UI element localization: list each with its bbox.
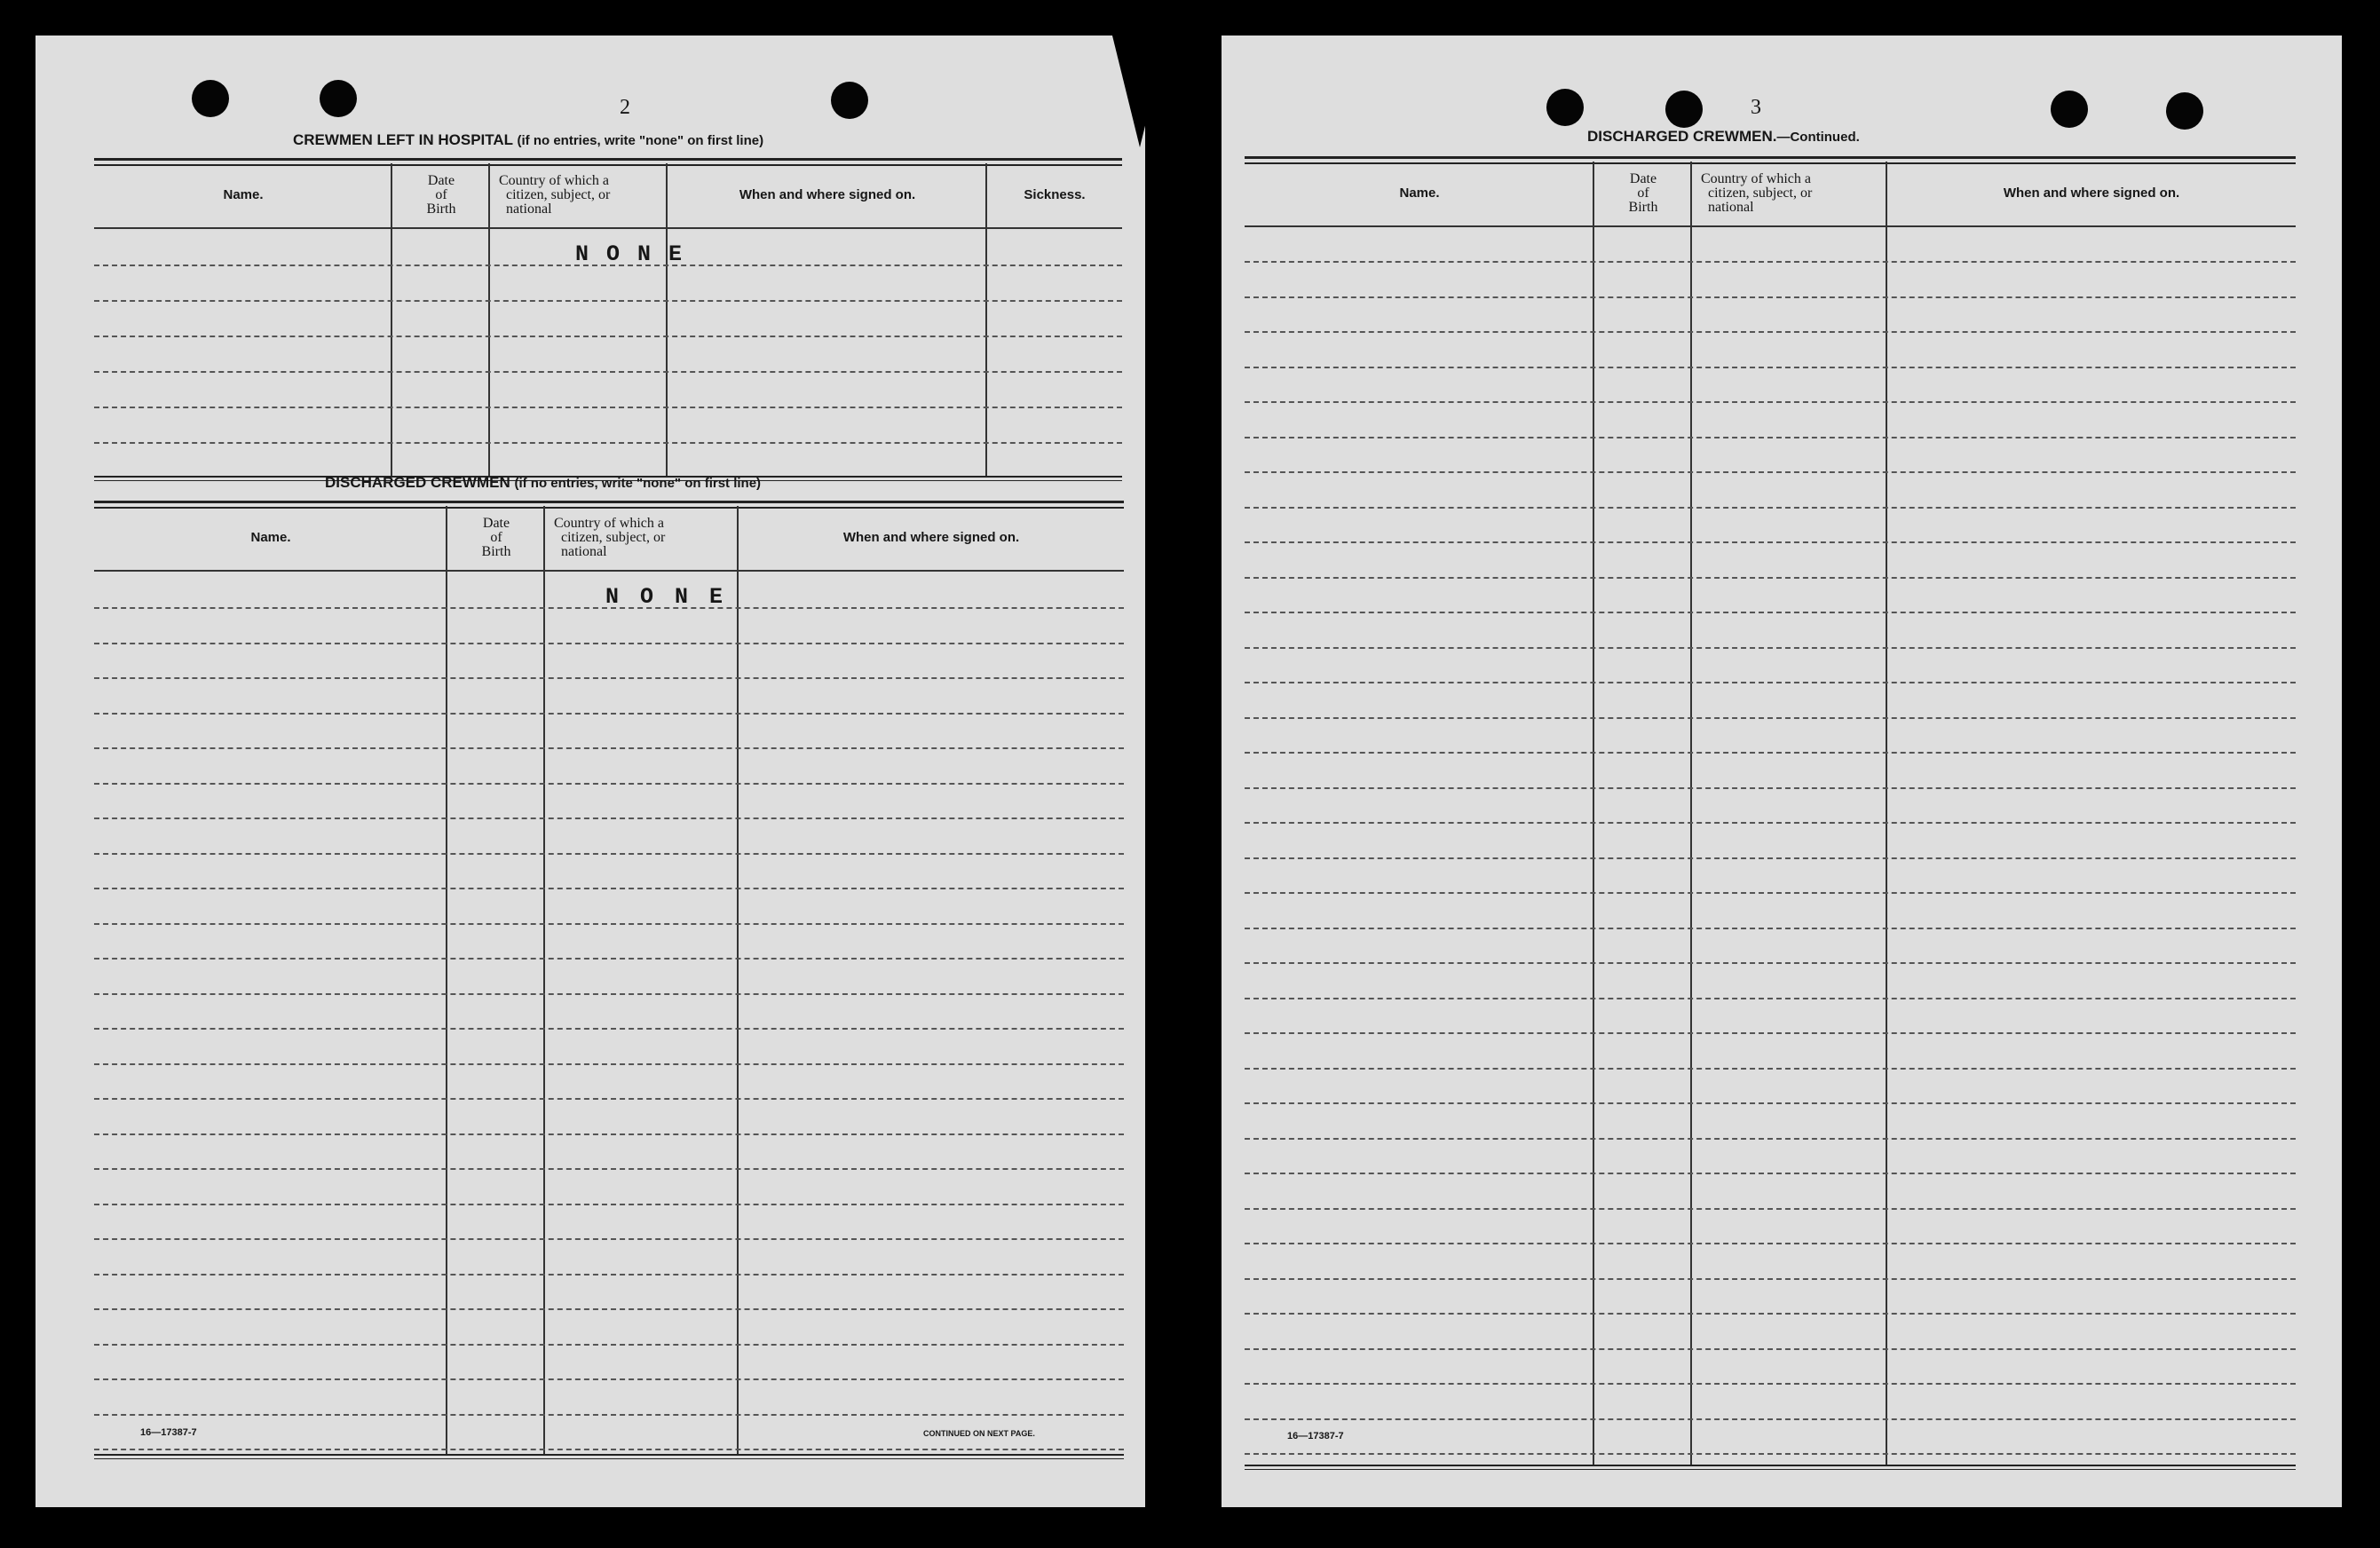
entry-line — [94, 1063, 1124, 1065]
continued-label: —Continued. — [1776, 130, 1860, 145]
entry-line — [94, 1028, 1124, 1030]
entry-line — [94, 888, 1124, 889]
entry-line — [94, 1378, 1124, 1380]
entry-line — [1245, 1173, 2296, 1174]
header-signed-on: When and where signed on. — [842, 530, 1020, 545]
entry-line — [94, 371, 1122, 373]
discharged-table — [94, 501, 1124, 1465]
header-signed-on: When and where signed on. — [2003, 186, 2180, 201]
continued-note: CONTINUED ON NEXT PAGE. — [923, 1429, 1035, 1438]
entry-line — [1245, 1278, 2296, 1280]
entry-line — [94, 853, 1124, 855]
hospital-title-text: CREWMEN LEFT IN HOSPITAL — [293, 131, 513, 148]
entry-line — [94, 300, 1122, 302]
entry-line — [94, 993, 1124, 995]
entry-line — [1245, 857, 2296, 859]
entry-line — [1245, 717, 2296, 719]
punch-hole-icon — [192, 80, 229, 117]
hospital-instruction-text: (if no entries, write "none" on first line) — [517, 133, 764, 148]
discharged-title-text: DISCHARGED CREWMEN — [325, 474, 510, 491]
entry-line — [94, 783, 1124, 785]
header-name: Name. — [250, 530, 291, 545]
form-number: 16—17387-7 — [1287, 1431, 1344, 1441]
entry-line — [1245, 1243, 2296, 1244]
column-divider — [488, 163, 490, 478]
column-divider — [985, 163, 987, 478]
entry-line — [1245, 1102, 2296, 1104]
discharged-none-entry: NONE — [605, 584, 745, 610]
continued-title-text: DISCHARGED CREWMEN. — [1587, 128, 1777, 145]
header-country: Country of which a citizen, subject, or national — [554, 516, 666, 559]
table-bottom-rule — [94, 1454, 1124, 1459]
hospital-table-header — [94, 163, 1122, 229]
header-country: Country of which a citizen, subject, or national — [1701, 171, 1813, 215]
column-divider — [1593, 162, 1594, 1466]
entry-line — [1245, 612, 2296, 613]
entry-line — [1245, 1383, 2296, 1385]
entry-line — [1245, 647, 2296, 649]
entry-line — [1245, 296, 2296, 298]
entry-line — [94, 1344, 1124, 1346]
entry-line — [1245, 998, 2296, 999]
entry-line — [1245, 367, 2296, 368]
entry-line — [1245, 331, 2296, 333]
entry-line — [1245, 1313, 2296, 1315]
entry-line — [1245, 787, 2296, 789]
left-page — [36, 36, 1145, 1507]
entry-line — [94, 1133, 1124, 1135]
header-country: Country of which a citizen, subject, or national — [499, 173, 611, 217]
entry-line — [94, 1204, 1124, 1205]
column-divider — [1690, 162, 1692, 1466]
page-number: 2 — [620, 96, 630, 119]
entry-line — [1245, 507, 2296, 509]
entry-line — [1245, 1208, 2296, 1210]
discharged-table-header — [94, 506, 1124, 572]
entry-line — [94, 643, 1124, 644]
entry-line — [94, 407, 1122, 408]
punch-hole-icon — [320, 80, 357, 117]
entry-line — [94, 817, 1124, 819]
entry-line — [1245, 437, 2296, 438]
entry-line — [1245, 1453, 2296, 1455]
entry-line — [94, 336, 1122, 337]
header-date-of-birth: Date of Birth — [481, 516, 511, 559]
entry-line — [94, 713, 1124, 715]
entry-line — [1245, 1068, 2296, 1070]
punch-hole-icon — [831, 82, 868, 119]
entry-line — [1245, 541, 2296, 543]
discharged-section-title — [325, 474, 761, 492]
table-bottom-rule — [1245, 1465, 2296, 1470]
punch-hole-icon — [1546, 89, 1584, 126]
entry-line — [1245, 401, 2296, 403]
column-divider — [666, 163, 668, 478]
continued-section-title — [1587, 128, 1860, 146]
entry-line — [1245, 1138, 2296, 1140]
entry-line — [94, 1449, 1124, 1450]
entry-line — [1245, 261, 2296, 263]
column-divider — [391, 163, 392, 478]
entry-line — [1245, 682, 2296, 683]
right-page — [1222, 36, 2342, 1507]
discharged-instruction-text: (if no entries, write "none" on first line) — [514, 476, 762, 491]
entry-line — [1245, 1348, 2296, 1350]
punch-hole-icon — [1665, 91, 1703, 128]
hospital-section-title — [293, 131, 763, 149]
column-divider — [737, 506, 739, 1456]
entry-line — [94, 677, 1124, 679]
entry-line — [94, 958, 1124, 960]
header-date-of-birth: Date of Birth — [426, 173, 456, 217]
entry-line — [1245, 822, 2296, 824]
page-tear — [1111, 32, 1168, 147]
entry-line — [94, 1238, 1124, 1240]
entry-line — [1245, 577, 2296, 579]
entry-line — [1245, 962, 2296, 964]
entry-line — [1245, 892, 2296, 894]
entry-line — [1245, 752, 2296, 754]
entry-line — [94, 923, 1124, 925]
column-divider — [543, 506, 545, 1456]
page-number: 3 — [1751, 96, 1761, 119]
hospital-none-entry: NONE — [575, 241, 700, 267]
entry-line — [1245, 928, 2296, 929]
entry-line — [94, 747, 1124, 749]
header-name: Name. — [223, 187, 264, 202]
header-date-of-birth: Date of Birth — [1628, 171, 1658, 215]
entry-line — [1245, 1032, 2296, 1034]
header-name: Name. — [1399, 186, 1440, 201]
discharged-continued-table — [1245, 156, 2296, 1475]
header-signed-on: When and where signed on. — [739, 187, 916, 202]
header-sickness: Sickness. — [1024, 187, 1086, 202]
entry-line — [94, 442, 1122, 444]
entry-line — [94, 1274, 1124, 1276]
entry-line — [94, 1308, 1124, 1310]
punch-hole-icon — [2051, 91, 2088, 128]
hospital-table — [94, 158, 1122, 486]
entry-line — [94, 1098, 1124, 1100]
form-number: 16—17387-7 — [140, 1427, 197, 1438]
column-divider — [446, 506, 447, 1456]
continued-table-header — [1245, 162, 2296, 227]
punch-hole-icon — [2166, 92, 2203, 130]
entry-line — [1245, 471, 2296, 473]
entry-line — [94, 1168, 1124, 1170]
column-divider — [1886, 162, 1887, 1466]
entry-line — [94, 1414, 1124, 1416]
entry-line — [1245, 1418, 2296, 1420]
